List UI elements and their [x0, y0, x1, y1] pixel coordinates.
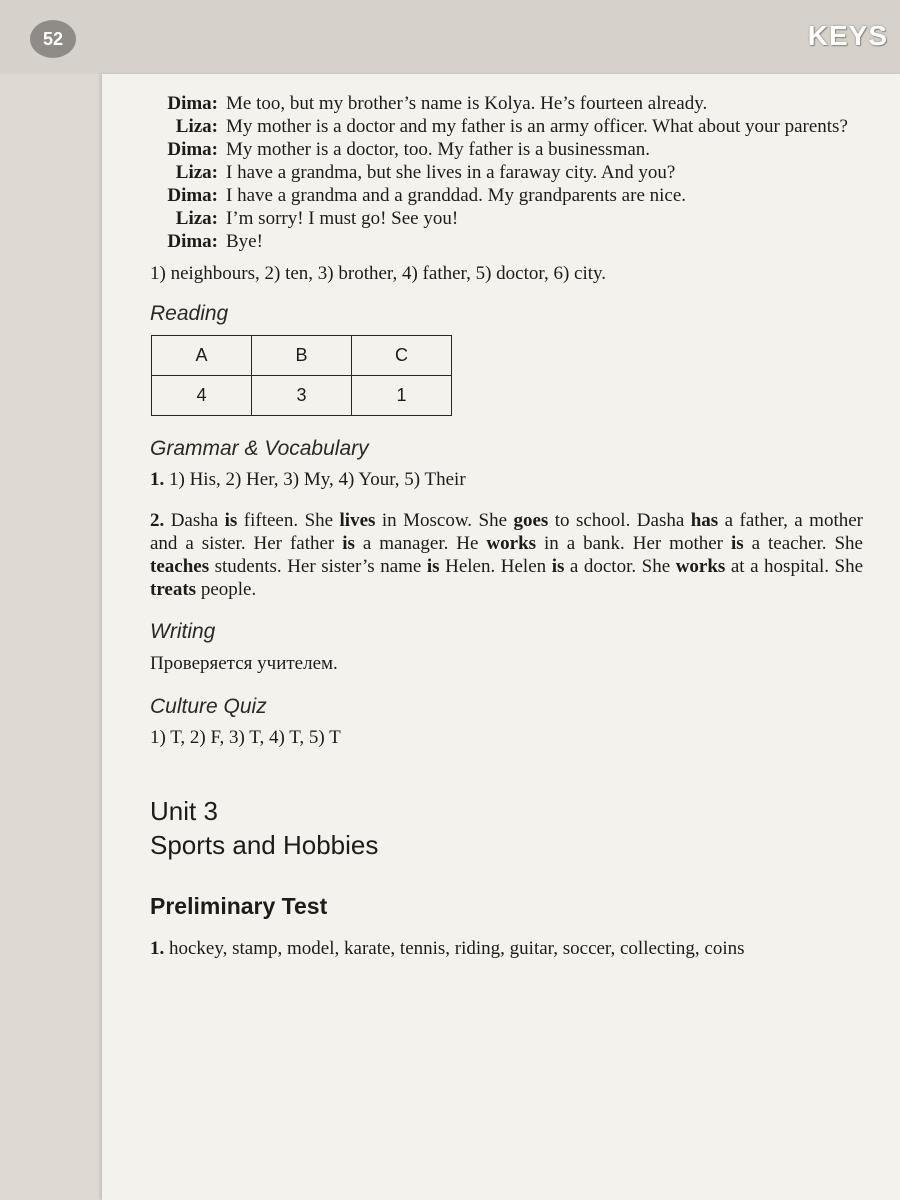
exercise-number: 1.: [150, 469, 165, 490]
dialogue: [150, 92, 863, 253]
utterance: My mother is a doctor and my father is an army officer. What about your parents?: [226, 116, 848, 137]
text-run: at a hospital. She: [725, 556, 864, 577]
text-run: a doctor. She: [564, 556, 676, 577]
answer-word: is: [551, 556, 565, 577]
text-run: Helen. Helen: [439, 556, 552, 577]
writing-heading: Writing: [150, 620, 216, 643]
text-run: a teacher. She: [743, 533, 863, 554]
text-run: fifteen. She: [237, 510, 340, 531]
speaker-name: Liza:: [175, 208, 218, 229]
text-run: in Moscow. She: [375, 510, 514, 531]
table-header-row: [152, 336, 452, 376]
unit-number: Unit 3: [150, 796, 218, 826]
text-run: a father, a mother and a sister. Her father: [150, 510, 863, 554]
text-run: students. Her sister’s name: [209, 556, 427, 577]
preliminary-test-heading: Preliminary Test: [150, 893, 328, 919]
dialogue-line: [150, 138, 863, 161]
speaker-name: Dima:: [167, 185, 218, 206]
utterance: My mother is a doctor, too. My father is a businessman.: [226, 139, 651, 160]
grammar-heading: Grammar & Vocabulary: [150, 437, 369, 460]
grammar-exercise-1: [150, 468, 863, 491]
running-head: KEYS: [807, 20, 888, 51]
dialogue-line: [150, 92, 863, 115]
table-cell: 4: [152, 376, 252, 416]
culture-quiz-heading: Culture Quiz: [150, 695, 267, 718]
writing-answer: Проверяется учителем.: [150, 653, 338, 674]
text-run: a manager. He: [354, 533, 487, 554]
utterance: I have a grandma, but she lives in a faraway city. And you?: [226, 162, 676, 183]
speaker-name: Liza:: [175, 116, 218, 137]
reading-heading: Reading: [150, 302, 229, 325]
table-header-cell: A: [152, 336, 252, 376]
answer-word: is: [224, 510, 238, 531]
answer-word: is: [426, 556, 440, 577]
table-header-cell: B: [252, 336, 352, 376]
speaker-name: Dima:: [167, 231, 218, 252]
text-run: Dasha: [170, 510, 225, 531]
listening-answers: 1) neighbours, 2) ten, 3) brother, 4) father, 5) doctor, 6) city.: [150, 263, 607, 284]
page-content: [150, 92, 863, 960]
table-row: [152, 376, 452, 416]
unit-title: Sports and Hobbies: [150, 830, 379, 860]
table-header-cell: C: [352, 336, 452, 376]
answer-word: goes: [513, 510, 549, 531]
page-number: 52: [30, 20, 76, 58]
utterance: I have a grandma and a granddad. My grandparents are nice.: [226, 185, 687, 206]
utterance: I’m sorry! I must go! See you!: [226, 208, 459, 229]
exercise-number: 2.: [150, 510, 165, 531]
text-run: to school. Dasha: [548, 510, 691, 531]
speaker-name: Dima:: [167, 139, 218, 160]
dialogue-line: [150, 115, 863, 138]
page-header-band: [0, 0, 900, 74]
text-run: in a bank. Her mother: [536, 533, 731, 554]
dialogue-line: [150, 184, 863, 207]
answer-word: works: [486, 533, 537, 554]
preliminary-exercise-1: [150, 937, 863, 960]
speaker-name: Dima:: [167, 93, 218, 114]
table-cell: 3: [252, 376, 352, 416]
answer-word: lives: [339, 510, 376, 531]
utterance: Bye!: [226, 231, 263, 252]
exercise-answers: 1) His, 2) Her, 3) My, 4) Your, 5) Their: [169, 469, 466, 490]
speaker-name: Liza:: [175, 162, 218, 183]
answer-word: treats: [150, 579, 197, 600]
exercise-answers: hockey, stamp, model, karate, tennis, riding, guitar, soccer, collecting, coins: [169, 938, 745, 959]
grammar-exercise-2: [150, 509, 863, 601]
culture-quiz-answers: 1) T, 2) F, 3) T, 4) T, 5) T: [150, 727, 341, 748]
text-run: people.: [196, 579, 257, 600]
table-cell: 1: [352, 376, 452, 416]
reading-answer-table: [151, 335, 452, 416]
exercise-number: 1.: [150, 938, 165, 959]
answer-word: works: [675, 556, 726, 577]
answer-word: is: [342, 533, 355, 554]
dialogue-line: [150, 161, 863, 184]
answer-word: teaches: [150, 556, 210, 577]
answer-word: is: [730, 533, 744, 554]
dialogue-line: [150, 230, 863, 253]
utterance: Me too, but my brother’s name is Kolya. He’s fourteen already.: [226, 93, 708, 114]
answer-word: has: [690, 510, 719, 531]
dialogue-line: [150, 207, 863, 230]
